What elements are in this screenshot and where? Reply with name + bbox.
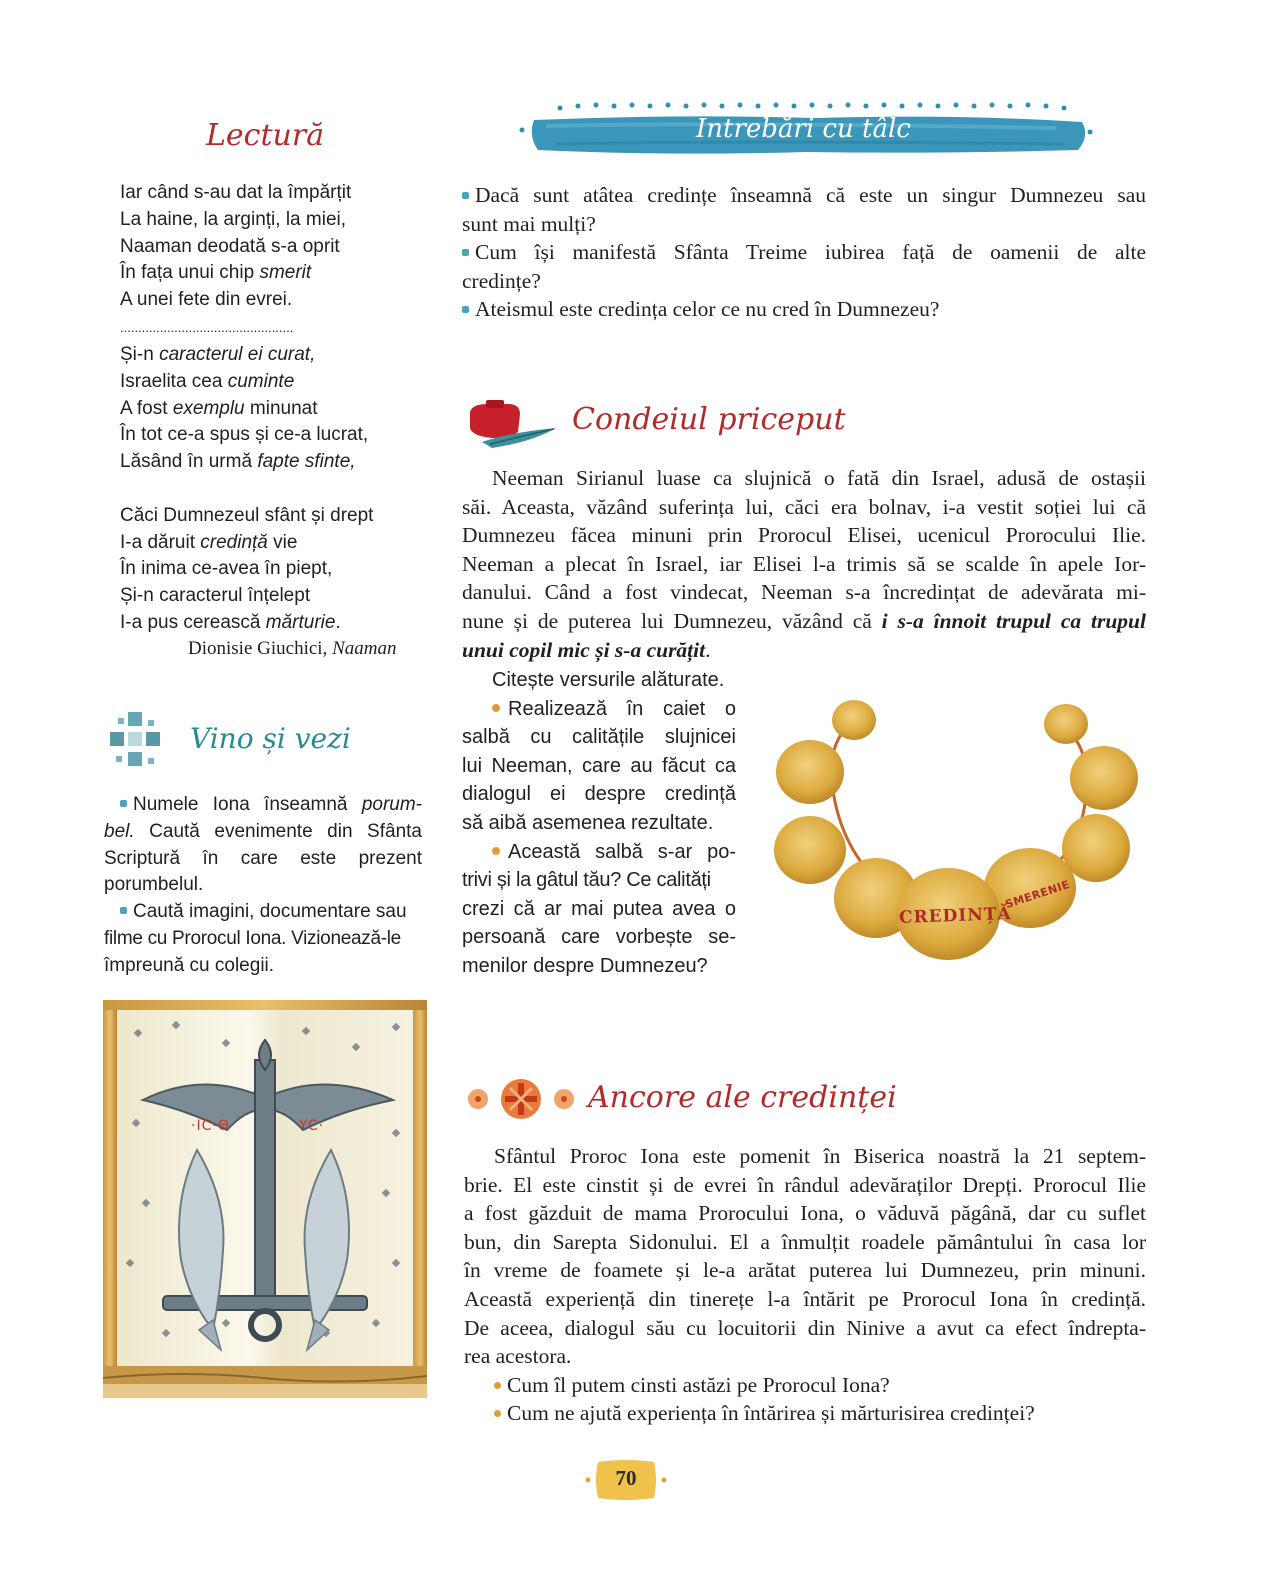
bullet-icon: [492, 847, 500, 855]
bullet-icon: [120, 907, 127, 914]
question-line: Cum își manifestă Sfânta Treime iubirea față de oamenii de alte: [462, 238, 1146, 267]
poem-line: I-a pus cerească mărturie.: [120, 611, 341, 633]
question-line: Ateismul este credința celor ce nu cred în Dumnezeu?: [462, 295, 1146, 324]
poem-line: I-a dăruit credință vie: [120, 531, 298, 553]
paragraph-line: nune și de puterea lui Dumnezeu, văzând că i s-a înnoit trupul ca trupul: [462, 608, 1146, 633]
ancore-title: Ancore ale credinței: [588, 1080, 897, 1115]
poem-line: Căci Dumnezeul sfânt și drept: [120, 504, 374, 526]
vino-bullet-line: porumbelul.: [104, 874, 204, 896]
coin-label-smerenie: SMERENIE: [1003, 877, 1072, 912]
condeiul-title: Condeiul priceput: [572, 402, 846, 437]
paragraph-line: danului. Când a fost vindecat, Neeman s-a încredințat de adevărata mi-: [462, 580, 1146, 605]
task-line: Această salbă s-ar po-: [462, 838, 736, 867]
poem-line: A unei fete din evrei.: [120, 289, 293, 311]
task-intro: Citește versurile alăturate.: [492, 669, 725, 691]
poem-line: Israelita cea cuminte: [120, 370, 295, 392]
task-line: Realizează în caiet o: [462, 695, 736, 724]
necklace-illustration: [768, 692, 1148, 982]
intrebari-title: Întrebări cu tâlc: [696, 114, 911, 144]
icon-inscription-right: YC·: [299, 1118, 325, 1134]
question-line: credințe?: [462, 268, 541, 293]
bullet-icon: [462, 306, 469, 313]
ancore-paragraph: [464, 1142, 1146, 1428]
lectura-poem: [120, 180, 430, 637]
task-line: să aibă asemenea rezultate.: [462, 811, 714, 834]
vino-bullet-line: bel. Caută evenimente din Sfânta: [104, 820, 422, 842]
cross-pattern-icon: [104, 710, 168, 774]
task-line: salbă cu calitățile slujnicei: [462, 726, 736, 749]
page-number: 70: [615, 1466, 637, 1490]
paragraph-line: unui copil mic și s-a curățit.: [462, 637, 711, 662]
condeiul-paragraph: [462, 464, 1146, 664]
paragraph-line: bun, din Sarepta Sidonului. El a înmulțit roadele pământului în casa lor: [464, 1229, 1146, 1254]
page-number-tag: [582, 1456, 670, 1504]
task-line: persoană care vorbește se-: [462, 926, 736, 949]
icon-inscription-left: ·IC·Θ·: [191, 1118, 236, 1134]
question-line: sunt mai mulți?: [462, 211, 596, 236]
vino-bullets: [104, 792, 422, 980]
poem-dots: ................................................: [120, 319, 294, 335]
vino-bullet-line: Caută imagini, documentare sau: [104, 899, 422, 926]
poem-line: În tot ce-a spus și ce-a lucrat,: [120, 424, 369, 446]
poem-line: Lăsând în urmă fapte sfinte,: [120, 451, 356, 473]
vino-bullet-line: împreună cu colegii.: [104, 954, 275, 976]
paragraph-line: în vreme de foamete și le-a arătat puterea lui Dumnezeu, prin minuni.: [464, 1258, 1146, 1283]
intrebari-banner: [516, 96, 1096, 162]
bullet-icon: [492, 704, 500, 712]
poem-line: În inima ce-avea în piept,: [120, 558, 333, 580]
question-line: Dacă sunt atâtea credințe înseamnă că este un singur Dumnezeu sau: [462, 181, 1146, 210]
task-line: dialogul ei despre credință: [462, 783, 736, 806]
ancore-question: Cum îl putem cinsti astăzi pe Prorocul Iona?: [464, 1371, 1146, 1400]
task-line: crezi că ar mai putea avea o: [462, 897, 736, 920]
vino-title: Vino și vezi: [190, 722, 351, 755]
vino-bullet-line: Scriptură în care este prezent: [104, 847, 422, 869]
task-line: lui Neeman, care au făcut ca: [462, 754, 736, 777]
poem-line: Naaman deodată s-a oprit: [120, 235, 340, 257]
task-line: trivi și la gâtul tău? Ce calități: [462, 869, 711, 892]
paragraph-line: Dumnezeu făcea minuni prin Prorocul Elisei, ucenicul Prorocului Ilie.: [462, 523, 1146, 548]
bullet-icon: [120, 800, 127, 807]
condeiul-tasks: [462, 666, 736, 981]
poem-line: În fața unui chip smerit: [120, 262, 312, 284]
poem-line: A fost exemplu minunat: [120, 397, 318, 419]
paragraph-line: Această experiență din tinerețe l-a întărit pe Prorocul Iona în credință.: [464, 1286, 1146, 1311]
paragraph-line: a fost găzduit de mama Prorocului Iona, o văduvă păgână, dar cu suflet: [464, 1201, 1146, 1226]
lectura-title: Lectură: [206, 118, 325, 153]
paragraph-line: săi. Aceasta, văzând suferința lui, căci era bolnav, i-a vestit soției lui că: [462, 494, 1146, 519]
bullet-icon: [494, 1410, 501, 1417]
ancore-ornament-icon: [464, 1076, 578, 1122]
poem-line: Și-n caracterul ei curat,: [120, 343, 316, 365]
paragraph-line: De aceea, dialogul său cu locuitorii din Ninive a avut ca efect îndrepta-: [464, 1315, 1146, 1340]
vino-bullet-line: Numele Iona înseamnă porum-: [104, 792, 422, 819]
task-line: menilor despre Dumnezeu?: [462, 954, 708, 977]
bullet-icon: [494, 1382, 501, 1389]
poem-line: La haine, la arginți, la miei,: [120, 208, 347, 230]
paragraph-line: Neeman Sirianul luase ca slujnică o fată din Israel, adusă de ostașii: [492, 466, 1146, 490]
poem-line: Și-n caracterul înțelept: [120, 585, 311, 607]
poem-attribution: Dionisie Giuchici, Naaman: [188, 638, 397, 659]
vino-bullet-line: filme cu Prorocul Iona. Vizionează-le: [104, 927, 401, 949]
intrebari-questions: [462, 181, 1146, 324]
bullet-icon: [462, 192, 469, 199]
ancore-question: Cum ne ajută experiența în întărirea și mărturisirea credinței?: [464, 1399, 1146, 1428]
bullet-icon: [462, 249, 469, 256]
coin-label-credinta: CREDINȚĂ: [898, 904, 1013, 928]
paragraph-line: rea acestora.: [464, 1344, 572, 1369]
paragraph-line: Neeman a plecat în Israel, iar Elisei l-a trimis să se scalde în apele Ior-: [462, 551, 1146, 576]
inkwell-quill-icon: [462, 398, 558, 450]
anchor-fish-icon-panel: [103, 1000, 427, 1398]
poem-line: Iar când s-au dat la împărțit: [120, 182, 352, 203]
paragraph-line: Sfântul Proroc Iona este pomenit în Biserica noastră la 21 septem-: [494, 1144, 1146, 1168]
paragraph-line: brie. El este cinstit și de evrei în rândul adevăraților Drepți. Prorocul Ilie: [464, 1172, 1146, 1197]
